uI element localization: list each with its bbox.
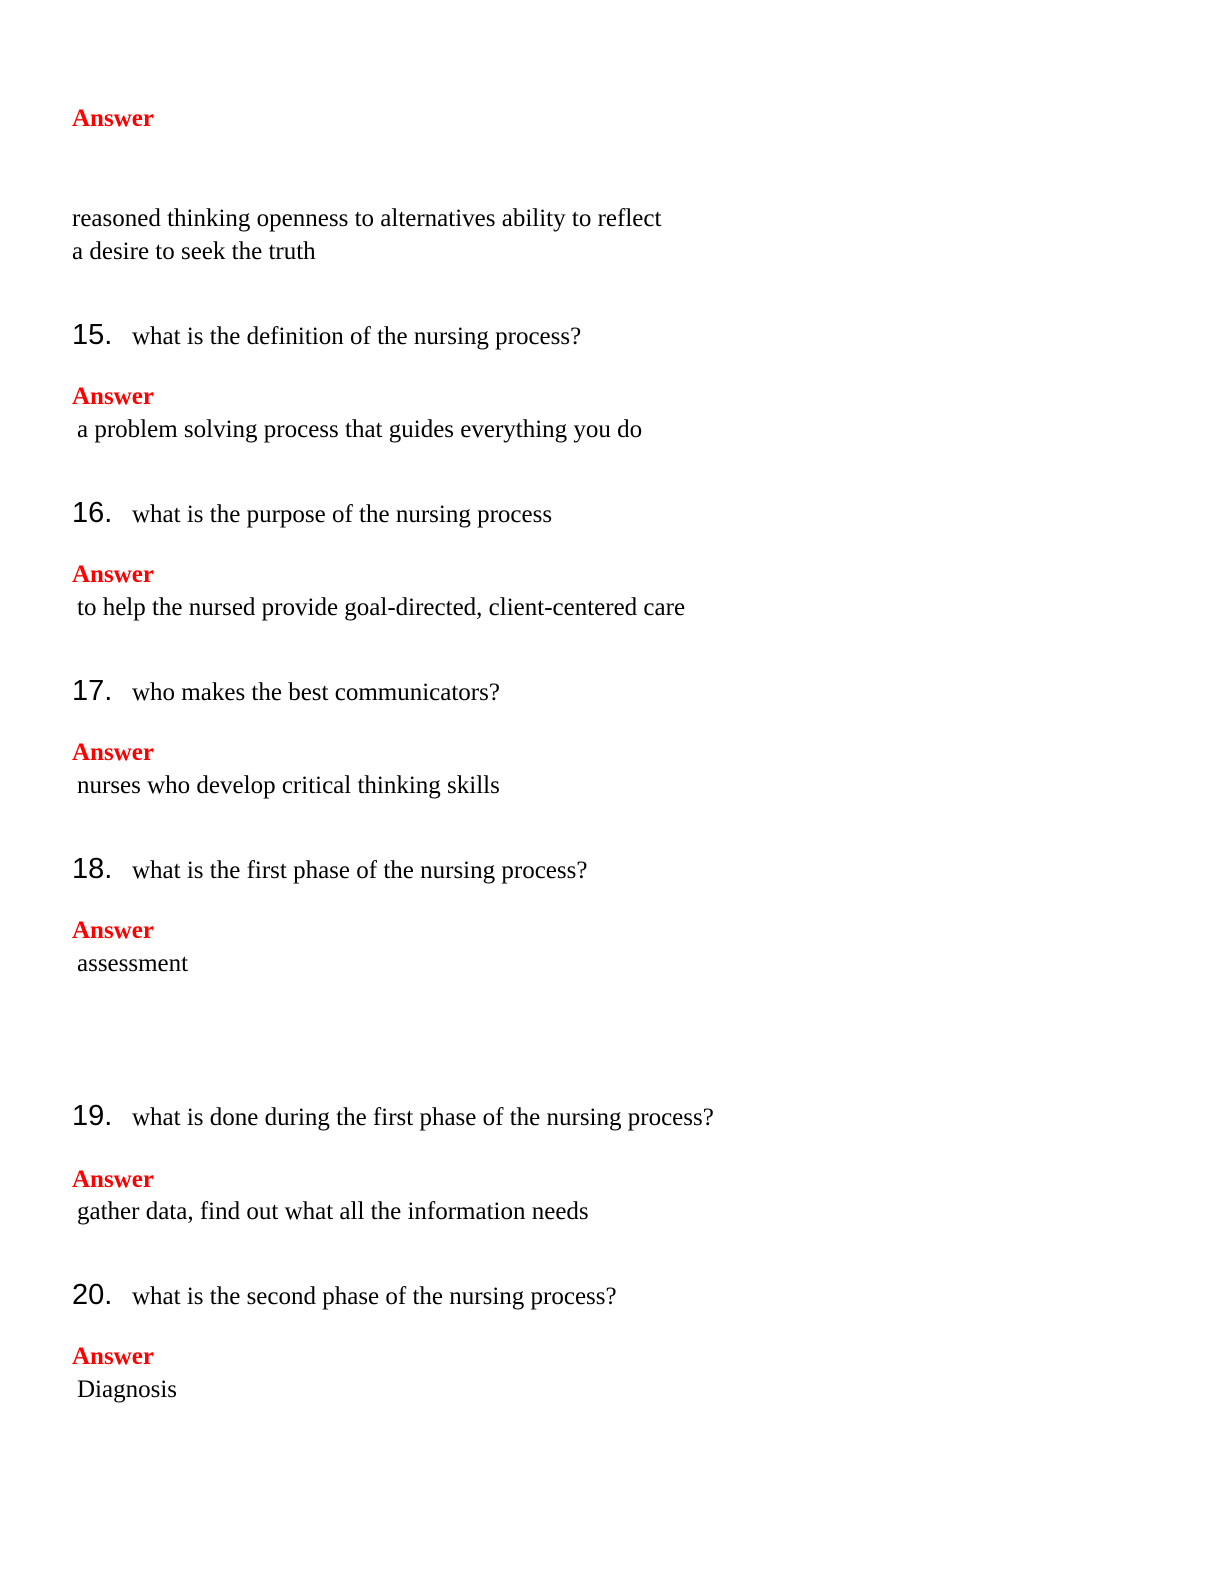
question-number: 15. <box>72 319 113 351</box>
answer-text: nurses who develop critical thinking skills <box>77 772 500 799</box>
answer-label: Answer <box>72 1343 154 1370</box>
question-19 <box>72 1099 714 1138</box>
answer-text: Diagnosis <box>77 1376 177 1403</box>
question-text: what is the first phase of the nursing process? <box>132 857 588 884</box>
question-text: what is done during the first phase of the nursing process? <box>132 1104 714 1131</box>
answer-text: to help the nursed provide goal-directed, client-centered care <box>77 594 686 621</box>
answer-text-line: a desire to seek the truth <box>72 238 316 265</box>
question-text: what is the second phase of the nursing process? <box>132 1283 617 1310</box>
answer-label: Answer <box>72 561 154 588</box>
answer-label: Answer <box>72 383 154 410</box>
question-number: 19. <box>72 1100 113 1132</box>
answer-label: Answer <box>72 105 154 132</box>
question-17 <box>72 674 500 713</box>
answer-label: Answer <box>72 917 154 944</box>
question-18 <box>72 852 587 891</box>
question-16 <box>72 496 552 535</box>
answer-text: a problem solving process that guides everything you do <box>77 416 643 443</box>
question-number: 17. <box>72 675 113 707</box>
answer-text: gather data, find out what all the information needs <box>77 1198 589 1225</box>
question-number: 16. <box>72 497 113 529</box>
answer-text: assessment <box>77 950 189 977</box>
question-number: 18. <box>72 853 113 885</box>
question-text: who makes the best communicators? <box>132 679 500 706</box>
answer-label: Answer <box>72 1166 154 1193</box>
question-number: 20. <box>72 1279 113 1311</box>
question-text: what is the definition of the nursing process? <box>132 323 582 350</box>
question-text: what is the purpose of the nursing process <box>132 501 553 528</box>
question-20 <box>72 1278 617 1317</box>
answer-text-line: reasoned thinking openness to alternatives ability to reflect <box>72 205 662 232</box>
question-15 <box>72 318 581 357</box>
answer-label: Answer <box>72 739 154 766</box>
